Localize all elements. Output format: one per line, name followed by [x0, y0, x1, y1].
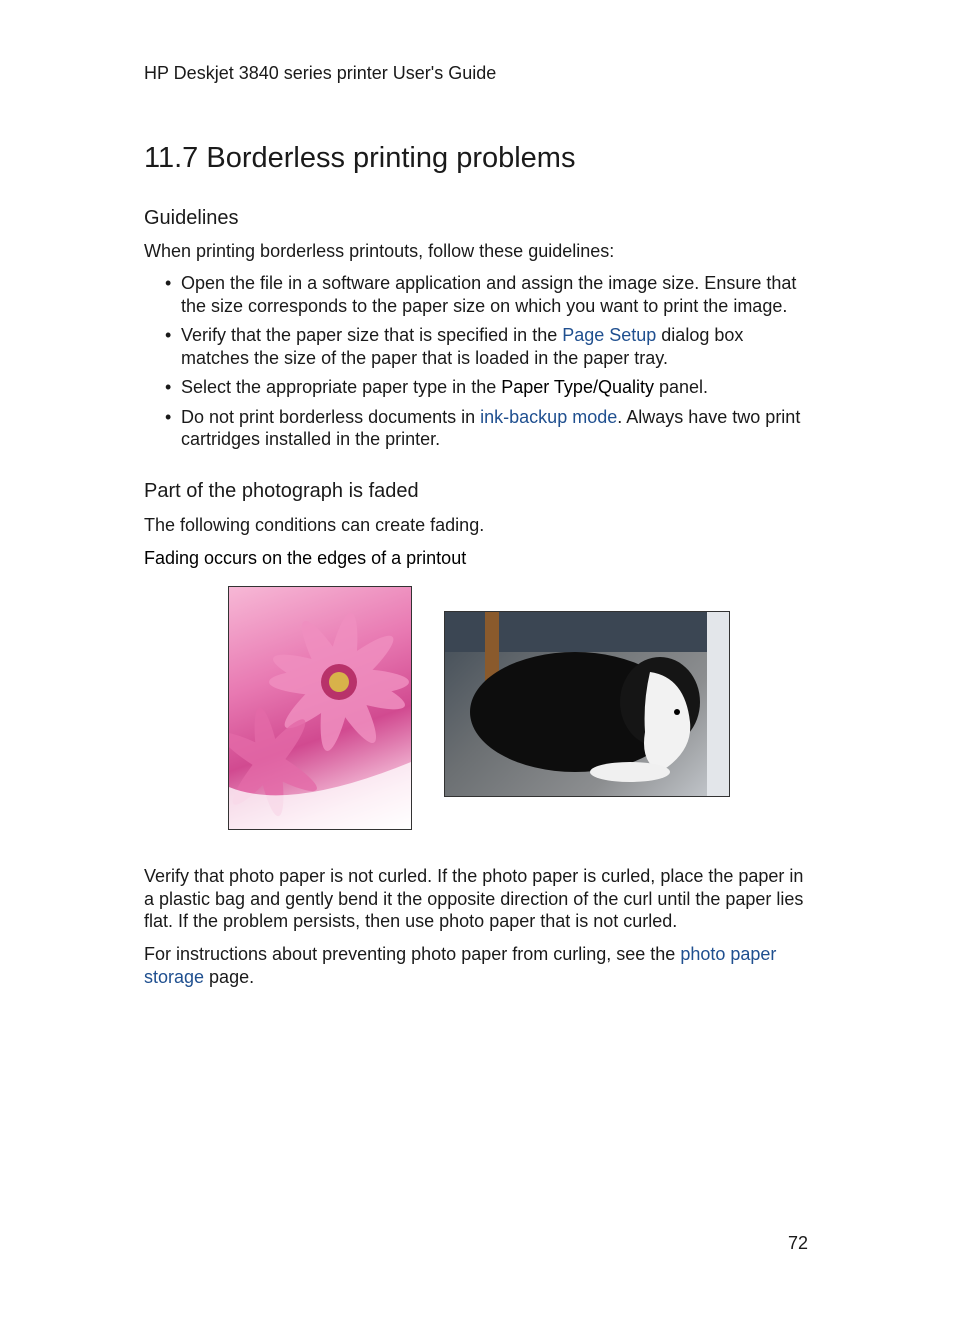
section-title: 11.7 Borderless printing problems: [144, 142, 576, 174]
storage-paragraph: [144, 943, 812, 988]
guideline-text-end: dialog box matches the size of the paper that is loaded in the paper tray.: [181, 325, 744, 368]
paper-type-quality-label: Paper Type/Quality: [501, 377, 654, 397]
bullet-point: •: [165, 325, 172, 345]
storage-text-end: page.: [204, 966, 255, 987]
guideline-text-start: Select the appropriate paper type in the: [181, 377, 502, 397]
bullet-point: •: [165, 377, 172, 397]
bullet-point: •: [165, 273, 172, 293]
ink-backup-mode-link[interactable]: ink-backup mode: [480, 406, 618, 427]
guideline-item: [144, 272, 812, 317]
faded-flower-photo: [228, 586, 412, 830]
bullet-point: •: [165, 406, 172, 427]
photo-paper-storage-link[interactable]: photo paper storage: [144, 944, 777, 987]
guidelines-heading: Guidelines: [144, 207, 239, 229]
storage-text-start: For instructions about preventing photo paper from curling, see the: [144, 944, 681, 964]
guideline-item: [144, 406, 812, 451]
flower-illustration: [229, 587, 411, 829]
faded-dog-photo: [444, 611, 730, 797]
page-setup-link[interactable]: Page Setup: [562, 325, 657, 345]
guidelines-list: [144, 272, 812, 458]
curled-paper-paragraph: Verify that photo paper is not curled. If the photo paper is curled, place the paper in a plastic bag and gently bend it the opposite direction of the curl until the paper lies flat. If the problem persists, then use photo paper that is not curled.: [144, 866, 804, 931]
dog-illustration: [445, 612, 729, 796]
running-header: HP Deskjet 3840 series printer User's Guide: [144, 63, 497, 83]
guideline-text: Open the file in a software application and assign the image size. Ensure that the size corresponds to the paper size on which you want to print the image.: [181, 273, 797, 316]
fading-edges-subheading: Fading occurs on the edges of a printout: [144, 548, 467, 568]
page-number: 72: [788, 1233, 809, 1253]
guideline-item: [144, 324, 812, 369]
faded-intro: The following conditions can create fading.: [144, 515, 485, 535]
guideline-text-start: Verify that the paper size that is specified in the: [181, 325, 563, 345]
guideline-text-start: Do not print borderless documents in: [181, 406, 481, 427]
guideline-text-end: . Always have two print cartridges installed in the printer.: [181, 406, 801, 449]
guidelines-intro: When printing borderless printouts, follow these guidelines:: [144, 241, 615, 261]
guideline-text-end: panel.: [653, 377, 709, 397]
guideline-item: [144, 376, 812, 399]
faded-photo-heading: Part of the photograph is faded: [144, 480, 419, 502]
